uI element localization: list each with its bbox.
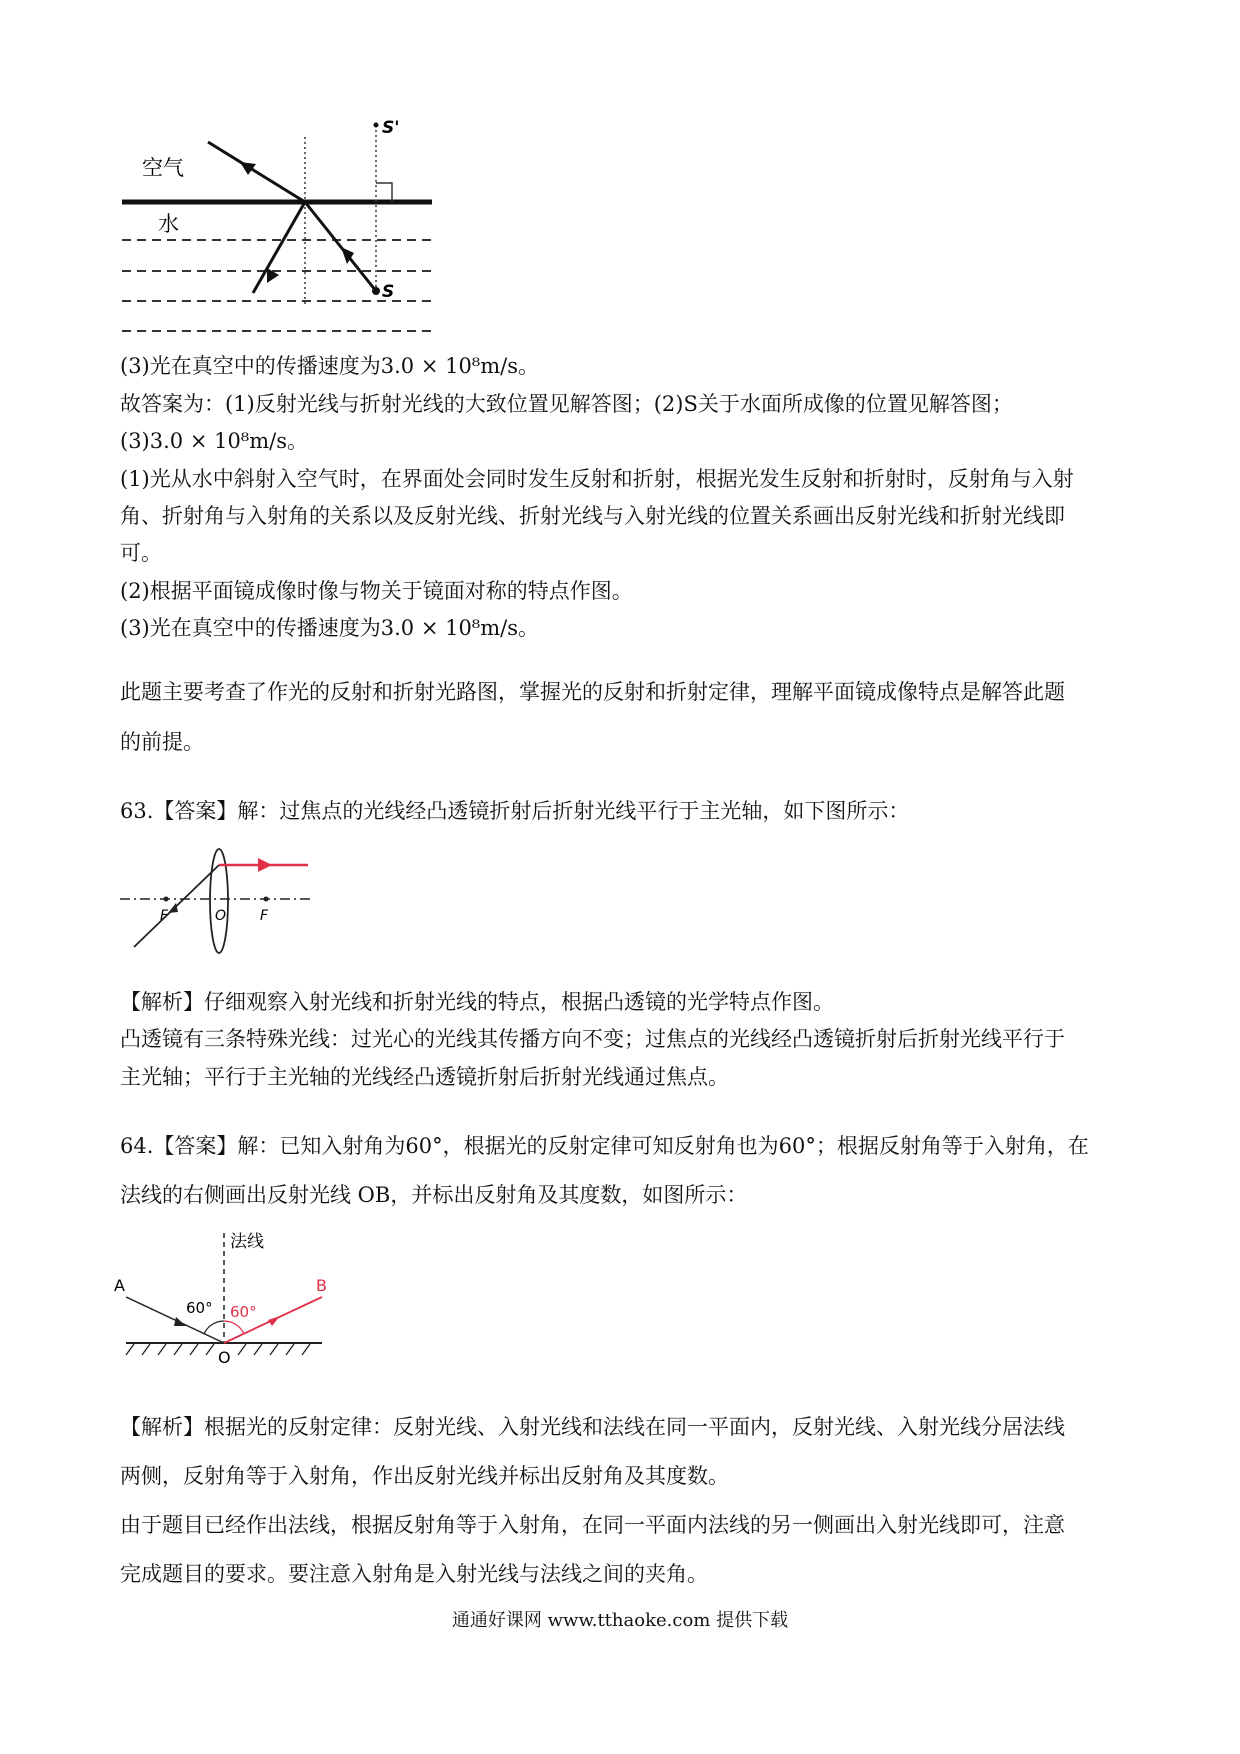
s-label: S [382, 282, 395, 302]
text-line: (3)光在真空中的传播速度为3.0 × 10⁸m/s。 [120, 616, 539, 640]
point-o-label: O [218, 1348, 231, 1365]
incident-angle-label: 60° [186, 1299, 213, 1317]
answer-63: 63.【答案】解：过焦点的光线经凸透镜折射后折射光线平行于主光轴，如下图所示： [120, 799, 910, 823]
text-line: (3)3.0 × 10⁸m/s。 [120, 429, 308, 453]
water-label: 水 [158, 212, 179, 236]
text-line: 完成题目的要求。要注意入射角是入射光线与法线之间的夹角。 [120, 1562, 708, 1586]
point-b-label: B [316, 1276, 327, 1295]
text-line: 凸透镜有三条特殊光线：过光心的光线其传播方向不变；过焦点的光线经凸透镜折射后折射光线平行于 [120, 1027, 1065, 1051]
text-line: (1)光从水中斜射入空气时，在界面处会同时发生反射和折射，根据光发生反射和折射时，反射角与入射 [120, 467, 1074, 491]
text-line: 主光轴；平行于主光轴的光线经凸透镜折射后折射光线通过焦点。 [120, 1065, 729, 1089]
text-line: 两侧，反射角等于入射角，作出反射光线并标出反射角及其度数。 [120, 1464, 729, 1488]
text-line: (2)根据平面镜成像时像与物关于镜面对称的特点作图。 [120, 579, 633, 603]
text-line: 【解析】根据光的反射定律：反射光线、入射光线和法线在同一平面内，反射光线、入射光线分居法线 [120, 1415, 1065, 1439]
air-label: 空气 [142, 156, 184, 180]
optical-center-label: O [215, 908, 227, 924]
focal-left-label: F [160, 908, 169, 924]
refraction-figure [120, 115, 440, 349]
point-a-label: A [114, 1276, 125, 1295]
reflection-figure [110, 1225, 340, 1369]
text-line: 可。 [120, 541, 162, 565]
text-line: 法线的右侧画出反射光线 OB，并标出反射角及其度数，如图所示： [120, 1183, 748, 1207]
text-line: 的前提。 [120, 730, 204, 754]
text-line: 此题主要考查了作光的反射和折射光路图，掌握光的反射和折射定律，理解平面镜成像特点是解答此题 [120, 680, 1065, 704]
text-line: 故答案为：(1)反射光线与折射光线的大致位置见解答图；(2)S关于水面所成像的位置见解答图； [120, 392, 1013, 416]
s-prime-label: S' [382, 118, 400, 138]
lens-figure [118, 845, 318, 959]
text-line: (3)光在真空中的传播速度为3.0 × 10⁸m/s。 [120, 354, 539, 378]
focal-right-label: F [260, 908, 269, 924]
page-footer: 通通好课网 www.tthaoke.com 提供下载 [451, 1610, 789, 1631]
text-line: 【解析】仔细观察入射光线和折射光线的特点，根据凸透镜的光学特点作图。 [120, 990, 834, 1014]
answer-64: 64.【答案】解：已知入射角为60°，根据光的反射定律可知反射角也为60°；根据反射角等于入射角，在 [120, 1134, 1089, 1158]
text-line: 由于题目已经作出法线，根据反射角等于入射角，在同一平面内法线的另一侧画出入射光线即可，注意 [120, 1513, 1065, 1537]
normal-label: 法线 [230, 1232, 264, 1252]
reflect-angle-label: 60° [230, 1303, 257, 1321]
text-line: 角、折射角与入射角的关系以及反射光线、折射光线与入射光线的位置关系画出反射光线和折射光线即 [120, 504, 1065, 528]
